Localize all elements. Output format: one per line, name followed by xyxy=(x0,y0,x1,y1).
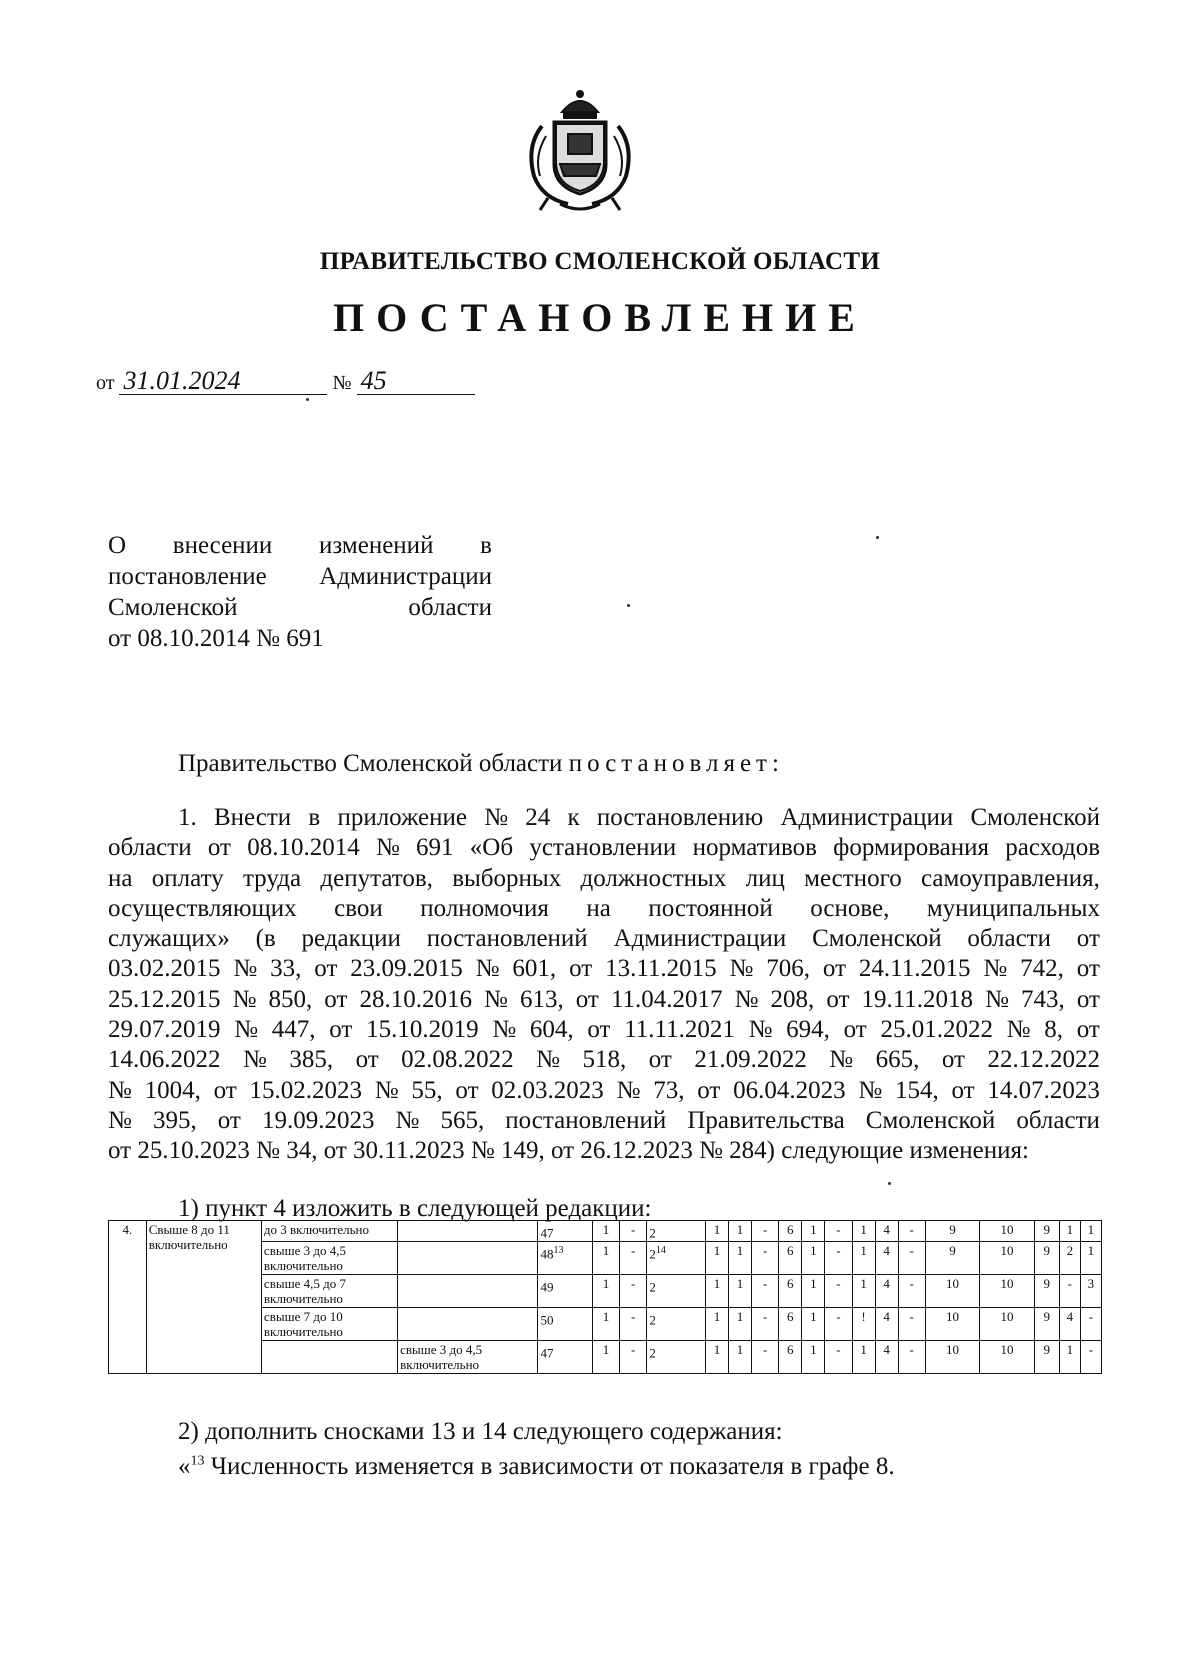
organization-title: ПРАВИТЕЛЬСТВО СМОЛЕНСКОЙ ОБЛАСТИ xyxy=(319,248,881,275)
value-cell xyxy=(647,1308,706,1341)
number-prefix: № xyxy=(332,372,352,394)
subject-word: О xyxy=(108,532,127,559)
value-cell: - xyxy=(898,1221,925,1242)
value-cell: - xyxy=(825,1275,852,1308)
paragraph-word: № xyxy=(858,1076,883,1104)
value-cell: 10 xyxy=(980,1275,1034,1308)
value-cell: - xyxy=(898,1308,925,1341)
value-cell: 1 xyxy=(802,1275,825,1308)
paragraph-word: постановлению xyxy=(596,804,764,831)
paragraph-word: от xyxy=(843,1016,867,1044)
paragraph-line xyxy=(108,1015,1100,1045)
paragraph-word: 25.01.2022 xyxy=(880,1016,993,1044)
value-cell: 1 xyxy=(1080,1242,1101,1275)
staffing-table xyxy=(108,1220,1102,1374)
footnote-quote: « xyxy=(178,1453,191,1480)
paragraph-word: № xyxy=(829,1046,854,1074)
subrange-cell xyxy=(398,1221,538,1242)
paragraph-word: от xyxy=(822,955,847,983)
value-cell: 6 xyxy=(779,1308,802,1341)
subrange-cell xyxy=(398,1308,538,1341)
paragraph-word: 73, xyxy=(653,1076,685,1104)
value-cell: 9 xyxy=(1034,1275,1059,1308)
paragraph-word: № xyxy=(734,985,759,1013)
paragraph-word: 742, xyxy=(1020,955,1064,983)
document-date: 31.01.2024 xyxy=(119,368,327,395)
paragraph-word: «Об xyxy=(469,834,514,862)
value-cell: 9 xyxy=(925,1221,979,1242)
paragraph-word: от xyxy=(455,1076,479,1104)
value-cell xyxy=(538,1341,592,1374)
paragraph-word: 24 xyxy=(525,804,551,831)
paragraph-word: Смоленской xyxy=(812,925,942,953)
paragraph-word: 33, xyxy=(270,955,302,983)
range-cell xyxy=(261,1341,397,1374)
value-cell: 1 xyxy=(802,1341,825,1374)
paragraph-word: 02.08.2022 xyxy=(401,1046,514,1074)
paragraph-word: № xyxy=(374,1076,399,1104)
paragraph-word: № xyxy=(375,834,400,862)
paragraph-word: основе, xyxy=(810,894,890,922)
value-cell: - xyxy=(752,1308,779,1341)
paragraph-word: местного xyxy=(804,864,902,892)
preamble-resolves: постановляет: xyxy=(568,750,784,777)
footnote-number: 13 xyxy=(190,1453,205,1469)
subject-line xyxy=(108,592,492,623)
value-cell: 10 xyxy=(925,1341,979,1374)
value-cell: - xyxy=(620,1308,647,1341)
scan-speck xyxy=(306,398,309,401)
paragraph-line xyxy=(108,1045,1100,1075)
value-cell: 1 xyxy=(852,1341,875,1374)
value-cell: 9 xyxy=(1034,1221,1059,1242)
value-cell: 6 xyxy=(779,1275,802,1308)
paragraph-word: области xyxy=(108,834,192,862)
value-cell: 1 xyxy=(705,1221,728,1242)
paragraph-word: 604, xyxy=(529,1016,574,1044)
value-cell: 1 xyxy=(1059,1221,1080,1242)
paragraph-word: 25.12.2015 xyxy=(108,985,221,1013)
value-text: 2 xyxy=(649,1312,656,1328)
subject-word: Администрации xyxy=(319,563,492,590)
paragraph-word: 208, xyxy=(770,985,815,1013)
subrange-cell: свыше 3 до 4,5 включительно xyxy=(398,1341,538,1374)
value-cell: 9 xyxy=(1034,1341,1059,1374)
value-text: 47 xyxy=(540,1345,554,1361)
value-cell: - xyxy=(898,1341,925,1374)
paragraph-word: в xyxy=(308,804,321,831)
paragraph-word: 1. xyxy=(178,804,197,831)
value-cell: 1 xyxy=(852,1242,875,1275)
value-cell: 1 xyxy=(729,1221,752,1242)
value-cell: 2 xyxy=(1059,1242,1080,1275)
value-cell: - xyxy=(825,1341,852,1374)
paragraph-line xyxy=(108,1076,1100,1106)
value-cell: 9 xyxy=(925,1242,979,1275)
range-cell: до 3 включительно xyxy=(261,1221,397,1242)
paragraph-word: 15.10.2019 xyxy=(366,1016,479,1044)
paragraph-word: № xyxy=(233,955,258,983)
value-text: 2 xyxy=(649,1279,656,1295)
category-cell: Свыше 8 до 11 включительно xyxy=(146,1221,261,1374)
paragraph-word: 395, xyxy=(152,1106,197,1134)
paragraph-word: 601, xyxy=(512,955,557,983)
paragraph-word: 14.06.2022 xyxy=(108,1046,221,1074)
value-cell: - xyxy=(752,1341,779,1374)
paragraph-word: № xyxy=(536,1046,560,1074)
paragraph-word: № xyxy=(729,955,754,983)
value-cell xyxy=(538,1242,592,1275)
footnote-13 xyxy=(178,1453,895,1481)
paragraph-word: 385, xyxy=(289,1046,334,1074)
paragraph-word: 14.07.2023 xyxy=(987,1076,1100,1104)
paragraph-word: 29.07.2019 xyxy=(108,1016,221,1044)
value-cell: 4 xyxy=(875,1308,898,1341)
paragraph-line xyxy=(108,985,1100,1015)
paragraph-word: № xyxy=(395,1106,420,1134)
subrange-cell xyxy=(398,1242,538,1275)
value-cell: 1 xyxy=(705,1275,728,1308)
date-number-line xyxy=(96,368,475,395)
scan-speck xyxy=(627,604,630,607)
value-cell: 6 xyxy=(779,1221,802,1242)
value-cell: 4 xyxy=(1059,1308,1080,1341)
subject-line xyxy=(108,530,492,561)
subject-line xyxy=(108,561,492,592)
paragraph-word: приложение xyxy=(337,804,467,831)
paragraph-word: 08.10.2014 xyxy=(247,834,360,862)
paragraph-line xyxy=(108,894,1100,924)
value-cell: 1 xyxy=(852,1275,875,1308)
value-cell: - xyxy=(1080,1308,1101,1341)
footnote-ref: 13 xyxy=(553,1245,564,1257)
value-cell xyxy=(538,1275,592,1308)
paragraph-word: 28.10.2016 xyxy=(359,985,472,1013)
value-cell: 1 xyxy=(592,1275,619,1308)
paragraph-word: постоянной xyxy=(648,894,773,922)
value-text: 2 xyxy=(649,1345,656,1361)
subject-word: области xyxy=(408,594,492,621)
document-type-title: ПОСТАНОВЛЕНИЕ xyxy=(333,295,867,340)
value-cell: 9 xyxy=(1034,1308,1059,1341)
value-cell: 10 xyxy=(980,1308,1034,1341)
value-text: 2 xyxy=(649,1246,656,1262)
paragraph-word: Смоленской xyxy=(970,804,1100,831)
paragraph-word: 24.11.2015 xyxy=(858,955,971,983)
range-cell: свыше 4,5 до 7 включительно xyxy=(261,1275,397,1308)
paragraph-word: № xyxy=(1006,1016,1031,1044)
value-cell: 1 xyxy=(592,1221,619,1242)
paragraph-word: от xyxy=(1076,925,1100,953)
paragraph-word: № xyxy=(234,1016,259,1044)
value-cell: 1 xyxy=(729,1242,752,1275)
subject-line: от 08.10.2014 № 691 xyxy=(108,625,324,652)
paragraph-word: № xyxy=(108,1076,132,1104)
paragraph-word: от xyxy=(1076,955,1100,983)
value-cell xyxy=(647,1221,706,1242)
paragraph-word: от xyxy=(1076,985,1100,1013)
paragraph-word: № xyxy=(748,1016,773,1044)
value-text: 47 xyxy=(540,1225,554,1241)
paragraph-word: от xyxy=(941,1046,965,1074)
value-cell xyxy=(647,1341,706,1374)
value-cell: 9 xyxy=(1034,1242,1059,1275)
paragraph-word: осуществляющих xyxy=(108,894,297,922)
paragraph-word: от xyxy=(314,955,338,983)
paragraph-word: от xyxy=(329,1016,353,1044)
paragraph-word: лиц xyxy=(745,864,785,892)
paragraph-word: 850, xyxy=(268,985,313,1013)
paragraph-word: Администрации xyxy=(613,925,787,953)
subject-word: Смоленской xyxy=(108,594,238,621)
paragraph-word: формирования xyxy=(833,834,990,862)
paragraph-word: 154, xyxy=(894,1076,939,1104)
paragraph-word: Администрации xyxy=(780,804,954,831)
value-cell: 1 xyxy=(802,1308,825,1341)
paragraph-word: от xyxy=(213,1076,237,1104)
paragraph-word: муниципальных xyxy=(926,894,1100,922)
paragraph-line: от 25.10.2023 № 34, от 30.11.2023 № 149, от 26.12.2023 № 284) следующие изменения: xyxy=(108,1137,1029,1165)
paragraph-word: 691 xyxy=(416,834,454,862)
value-cell: - xyxy=(620,1221,647,1242)
paragraph-word: № xyxy=(492,1016,517,1044)
value-cell xyxy=(647,1275,706,1308)
footnote-text: Численность изменяется в зависимости от показателя в графе 8. xyxy=(204,1453,895,1480)
paragraph-word: № xyxy=(108,1106,132,1134)
paragraph-word: № xyxy=(985,985,1009,1013)
paragraph-word: 694, xyxy=(786,1016,830,1044)
range-cell: свыше 7 до 10 включительно xyxy=(261,1308,397,1341)
value-cell xyxy=(647,1242,706,1275)
paragraph-word: должностных xyxy=(580,864,727,892)
paragraph-word: 55, xyxy=(411,1076,443,1104)
paragraph-word: 518, xyxy=(582,1046,627,1074)
value-text: 50 xyxy=(540,1312,554,1328)
document-number: 45 xyxy=(357,368,475,395)
value-cell: 1 xyxy=(705,1242,728,1275)
preamble-text: Правительство Смоленской области xyxy=(178,750,563,777)
value-cell: - xyxy=(898,1275,925,1308)
paragraph-word: на xyxy=(108,864,133,892)
paragraph-word: от xyxy=(569,955,593,983)
value-cell: 1 xyxy=(852,1221,875,1242)
paragraph-word: 15.02.2023 xyxy=(249,1076,363,1104)
subject-word: постановление xyxy=(108,563,267,590)
paragraph-word: № xyxy=(983,955,1008,983)
paragraph-word: нормативов xyxy=(692,834,817,862)
paragraph-line xyxy=(108,954,1100,984)
value-cell: 4 xyxy=(875,1242,898,1275)
paragraph-word: 665, xyxy=(875,1046,920,1074)
value-cell: 10 xyxy=(925,1275,979,1308)
value-cell: ! xyxy=(852,1308,875,1341)
paragraph-word: Внести xyxy=(213,804,292,831)
paragraph-line xyxy=(108,924,1100,954)
paragraph-word: постановлений xyxy=(505,1106,667,1134)
paragraph-word: № xyxy=(242,1046,267,1074)
paragraph-word: 447, xyxy=(271,1016,316,1044)
value-cell: - xyxy=(752,1221,779,1242)
value-cell: 10 xyxy=(980,1341,1034,1374)
paragraph-word: 02.03.2023 xyxy=(491,1076,604,1104)
paragraph-word: № xyxy=(484,804,509,831)
paragraph-word: 565, xyxy=(440,1106,485,1134)
paragraph-word: труда xyxy=(242,864,302,892)
paragraph-word: 11.04.2017 xyxy=(610,985,723,1013)
paragraph-word: 23.09.2015 xyxy=(350,955,463,983)
footnote-ref: 14 xyxy=(655,1245,666,1257)
paragraph-word: установлении xyxy=(529,834,677,862)
value-text: 49 xyxy=(540,1279,554,1295)
value-cell: 6 xyxy=(779,1341,802,1374)
value-cell: 1 xyxy=(802,1221,825,1242)
paragraph-word: № xyxy=(484,985,508,1013)
coat-of-arms-emblem xyxy=(520,86,640,220)
value-cell: - xyxy=(1080,1341,1101,1374)
paragraph-word: области xyxy=(967,925,1051,953)
paragraph-word: оплату xyxy=(151,864,224,892)
value-cell xyxy=(538,1221,592,1242)
paragraph-word: Смоленской xyxy=(865,1106,996,1134)
value-cell: - xyxy=(752,1242,779,1275)
paragraph-line xyxy=(108,833,1100,863)
paragraph-word: 743, xyxy=(1021,985,1065,1013)
paragraph-word: от xyxy=(697,1076,721,1104)
paragraph-word: от xyxy=(648,1046,672,1074)
value-cell: - xyxy=(620,1275,647,1308)
paragraph-word: от xyxy=(587,1016,611,1044)
paragraph-word: 706, xyxy=(766,955,811,983)
paragraph-word: 19.11.2018 xyxy=(861,985,974,1013)
value-cell: 10 xyxy=(980,1221,1034,1242)
value-cell: 1 xyxy=(705,1308,728,1341)
paragraph-word: 19.09.2023 xyxy=(261,1106,375,1134)
paragraph-word: постановлений xyxy=(426,925,588,953)
paragraph-word: полномочия xyxy=(420,894,549,922)
value-cell: 1 xyxy=(729,1341,752,1374)
value-cell: - xyxy=(898,1242,925,1275)
paragraph-word: самоуправления, xyxy=(920,864,1100,892)
paragraph-line xyxy=(108,803,1100,833)
paragraph-word: от xyxy=(324,985,348,1013)
paragraph-word: выборных xyxy=(452,864,562,892)
paragraph-line xyxy=(108,864,1100,894)
paragraph-word: Правительства xyxy=(687,1106,845,1134)
subpoint-2: 2) дополнить сносками 13 и 14 следующего содержания: xyxy=(178,1418,783,1445)
paragraph-word: 06.04.2023 xyxy=(733,1076,846,1104)
value-cell: 1 xyxy=(592,1308,619,1341)
paragraph-word: от xyxy=(826,985,850,1013)
paragraph-word: депутатов, xyxy=(320,864,433,892)
paragraph-word: (в xyxy=(255,925,276,953)
paragraph-word: 11.11.2021 xyxy=(624,1016,735,1044)
value-cell: 1 xyxy=(705,1341,728,1374)
value-cell: - xyxy=(1059,1275,1080,1308)
value-text: 2 xyxy=(649,1225,656,1241)
value-cell: 4 xyxy=(875,1275,898,1308)
paragraph-word: 1004, xyxy=(144,1076,201,1104)
value-cell: - xyxy=(620,1242,647,1275)
paragraph-word: от xyxy=(1076,1016,1100,1044)
paragraph-word: области xyxy=(1016,1106,1100,1134)
paragraph-word: 21.09.2022 xyxy=(694,1046,807,1074)
value-cell: - xyxy=(825,1242,852,1275)
value-cell: 6 xyxy=(779,1242,802,1275)
value-cell: - xyxy=(825,1308,852,1341)
paragraph-line xyxy=(108,1106,1100,1136)
value-cell: 3 xyxy=(1080,1275,1101,1308)
resolution-paragraph xyxy=(108,803,1100,1167)
value-cell: 1 xyxy=(1059,1341,1080,1374)
document-subject xyxy=(108,530,492,654)
value-cell: 1 xyxy=(729,1308,752,1341)
value-cell xyxy=(538,1308,592,1341)
paragraph-word: от xyxy=(207,834,231,862)
scan-speck xyxy=(876,536,879,539)
paragraph-word: к xyxy=(567,804,580,831)
value-cell: 10 xyxy=(980,1242,1034,1275)
value-cell: 1 xyxy=(729,1275,752,1308)
value-cell: 1 xyxy=(592,1242,619,1275)
value-cell: - xyxy=(620,1341,647,1374)
value-cell: 1 xyxy=(1080,1221,1101,1242)
subject-word: изменений xyxy=(319,532,434,559)
scan-speck xyxy=(888,1182,891,1185)
paragraph-word: свои xyxy=(334,894,383,922)
paragraph-word: 03.02.2015 xyxy=(108,955,221,983)
paragraph-word: от xyxy=(355,1046,379,1074)
range-cell: свыше 3 до 4,5 включительно xyxy=(261,1242,397,1275)
paragraph-word: 13.11.2015 xyxy=(605,955,717,983)
value-cell: - xyxy=(825,1221,852,1242)
paragraph-word: № xyxy=(475,955,500,983)
paragraph-word: № xyxy=(232,985,257,1013)
subrange-cell xyxy=(398,1275,538,1308)
paragraph-word: № xyxy=(616,1076,641,1104)
value-cell: 1 xyxy=(802,1242,825,1275)
table-row xyxy=(109,1221,1102,1242)
row-number-cell: 4. xyxy=(109,1221,147,1374)
paragraph-word: 22.12.2022 xyxy=(987,1046,1100,1074)
paragraph-word: служащих» xyxy=(108,925,230,953)
paragraph-word: 613, xyxy=(519,985,564,1013)
paragraph-word: расходов xyxy=(1005,834,1100,862)
paragraph-word: редакции xyxy=(301,925,401,953)
date-prefix: от xyxy=(96,372,115,394)
value-cell: - xyxy=(752,1275,779,1308)
subpoint-1: 1) пункт 4 изложить в следующей редакции: xyxy=(178,1195,652,1222)
value-cell: 1 xyxy=(592,1341,619,1374)
preamble xyxy=(178,750,784,778)
paragraph-word: от xyxy=(951,1076,975,1104)
paragraph-word: на xyxy=(586,894,611,922)
value-cell: 4 xyxy=(875,1341,898,1374)
value-cell: 4 xyxy=(875,1221,898,1242)
value-text: 48 xyxy=(540,1246,554,1262)
paragraph-word: 8, xyxy=(1044,1016,1063,1044)
subject-word: внесении xyxy=(172,532,273,559)
subject-word: в xyxy=(480,532,492,559)
value-cell: 10 xyxy=(925,1308,979,1341)
paragraph-word: от xyxy=(217,1106,241,1134)
paragraph-word: от xyxy=(575,985,599,1013)
